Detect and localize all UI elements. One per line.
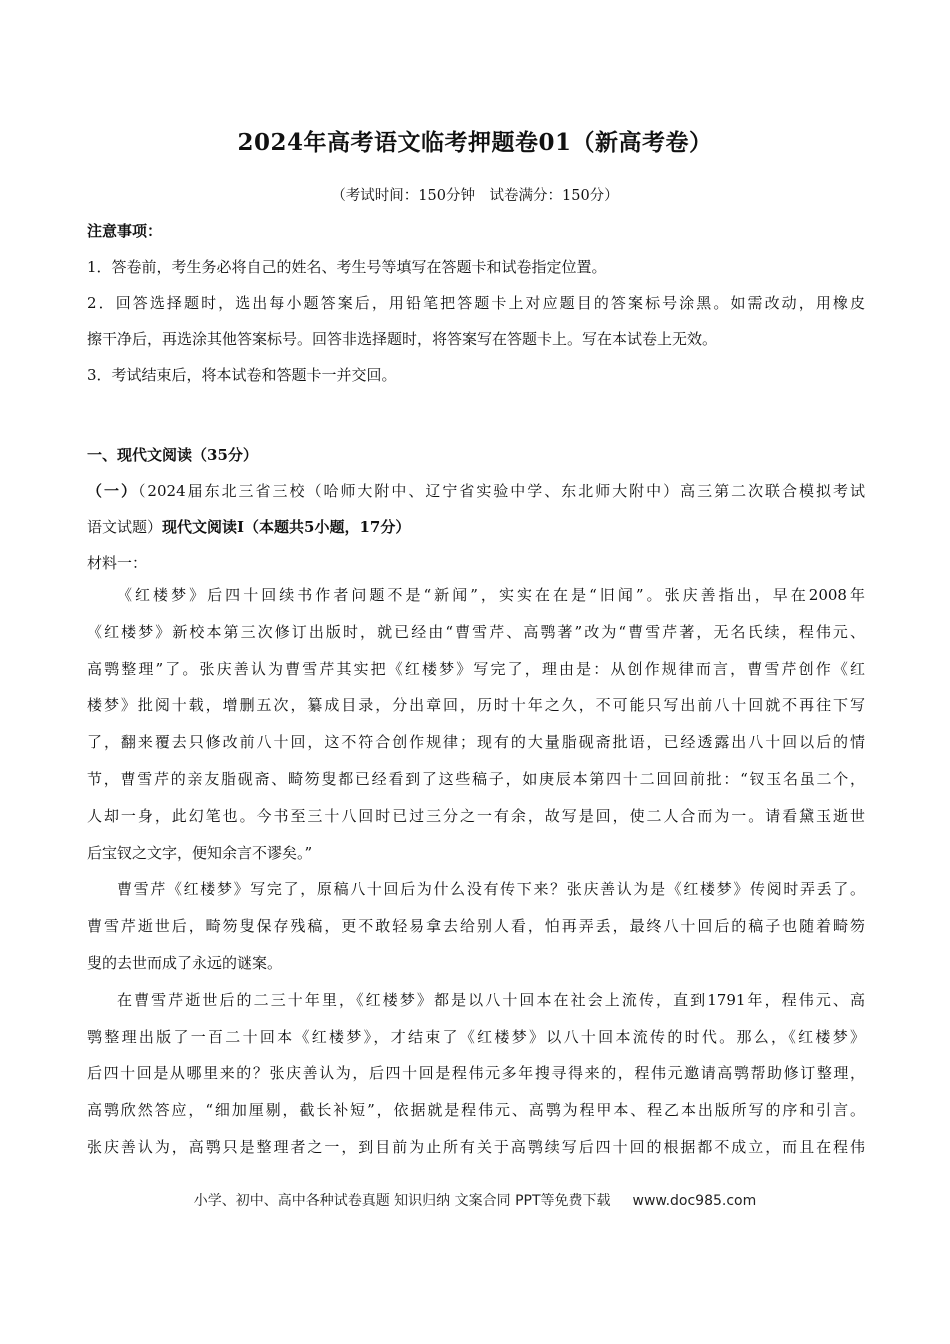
body-line: 在曹雪芹逝世后的二三十年里，《红楼梦》都是以八十回本在社会上流传，直到1791年，程伟元、高 [117, 990, 865, 1009]
source-text: 语文试题） [87, 518, 163, 536]
footer-site: www.doc985.com [632, 1193, 757, 1209]
body-line: 张庆善认为，高鹗只是整理者之一，到目前为止所有关于高鹗续写后四十回的根据都不成立，而且在程伟 [87, 1137, 865, 1156]
note-item: 1．答卷前，考生务必将自己的姓名、考生号等填写在答题卡和试卷指定位置。 [87, 258, 607, 276]
question-info: 现代文阅读Ⅰ（本题共5小题，17分） [162, 518, 411, 536]
reading-section-header [87, 437, 865, 581]
body-line: 节，曹雪芹的亲友脂砚斋、畸笏叟都已经看到了这些稿子，如庚辰本第四十二回回前批：“钗玉名虽二个， [87, 769, 865, 788]
source-line [87, 509, 865, 545]
material-label: 材料一： [87, 554, 148, 572]
body-line: 后四十回是从哪里来的？张庆善认为，后四十回是程伟元多年搜寻得来的，程伟元邀请高鹗帮助修订整理， [87, 1064, 865, 1083]
page-footer [0, 1190, 950, 1210]
body-line: 高鹗整理”了。张庆善认为曹雪芹其实把《红楼梦》写完了，理由是：从创作规律而言，曹雪芹创作《红 [87, 659, 865, 678]
notes-heading: 注意事项： [87, 222, 163, 240]
body-line: 了，翻来覆去只修改前八十回，这不符合创作规律；现有的大量脂砚斋批语，已经透露出八十回以后的情 [87, 733, 865, 752]
body-line: 曹雪芹逝世后，畸笏叟保存残稿，更不敢轻易拿去给别人看，怕再弄丢，最终八十回后的稿子也随着畸笏 [87, 917, 865, 936]
material-body [87, 577, 865, 1166]
note-item: 2．回答选择题时，选出每小题答案后，用铅笔把答题卡上对应题目的答案标号涂黑。如需改动，用橡皮 [87, 294, 865, 312]
body-line: 叟的去世而成了永远的谜案。 [87, 953, 283, 972]
notes-section [87, 213, 865, 393]
body-line: 鹗整理出版了一百二十回本《红楼梦》，才结束了《红楼梦》以八十回本流传的时代。那么，《红楼梦》 [87, 1027, 865, 1046]
exam-info: （考试时间：150分钟 试卷满分：150分） [331, 188, 619, 204]
section-heading: 一、现代文阅读（35分） [87, 446, 258, 464]
note-item: 擦干净后，再选涂其他答案标号。回答非选择题时，将答案写在答题卡上。写在本试卷上无效。 [87, 330, 718, 348]
body-line: 楼梦》批阅十载，增删五次，纂成目录，分出章回，历时十年之久，不可能只写出前八十回就不再往下写 [87, 696, 865, 715]
source-text: （2024届东北三省三校（哈师大附中、辽宁省实验中学、东北师大附中）高三第二次联合模拟考试 [137, 482, 865, 500]
note-item: 3．考试结束后，将本试卷和答题卡一并交回。 [87, 366, 397, 384]
source-line [87, 473, 865, 509]
footer-text: 小学、初中、高中各种试卷真题 知识归纳 文案合同 PPT等免费下载 [193, 1193, 611, 1209]
body-line: 《红楼梦》后四十回续书作者问题不是“新闻”，实实在在是“旧闻”。张庆善指出，早在2008年 [117, 586, 865, 604]
body-line: 《红楼梦》新校本第三次修订出版时，就已经由“曹雪芹、高鹗著”改为“曹雪芹著，无名氏续，程伟元、 [87, 622, 865, 641]
page-title: 2024年高考语文临考押题卷01（新高考卷） [237, 129, 713, 156]
body-line: 高鹗欣然答应，“细加厘剔，截长补短”，依据就是程伟元、高鹗为程甲本、程乙本出版所写的序和引言。 [87, 1101, 865, 1120]
source-prefix: （一） [87, 482, 138, 500]
body-line: 人却一身，此幻笔也。今书至三十八回时已过三分之一有余，故写是回，使二人合而为一。请看黛玉逝世 [87, 806, 865, 825]
body-line: 后宝钗之文字，便知余言不谬矣。” [87, 843, 313, 862]
body-line: 曹雪芹《红楼梦》写完了，原稿八十回后为什么没有传下来？张庆善认为是《红楼梦》传阅时弄丢了。 [117, 880, 865, 899]
